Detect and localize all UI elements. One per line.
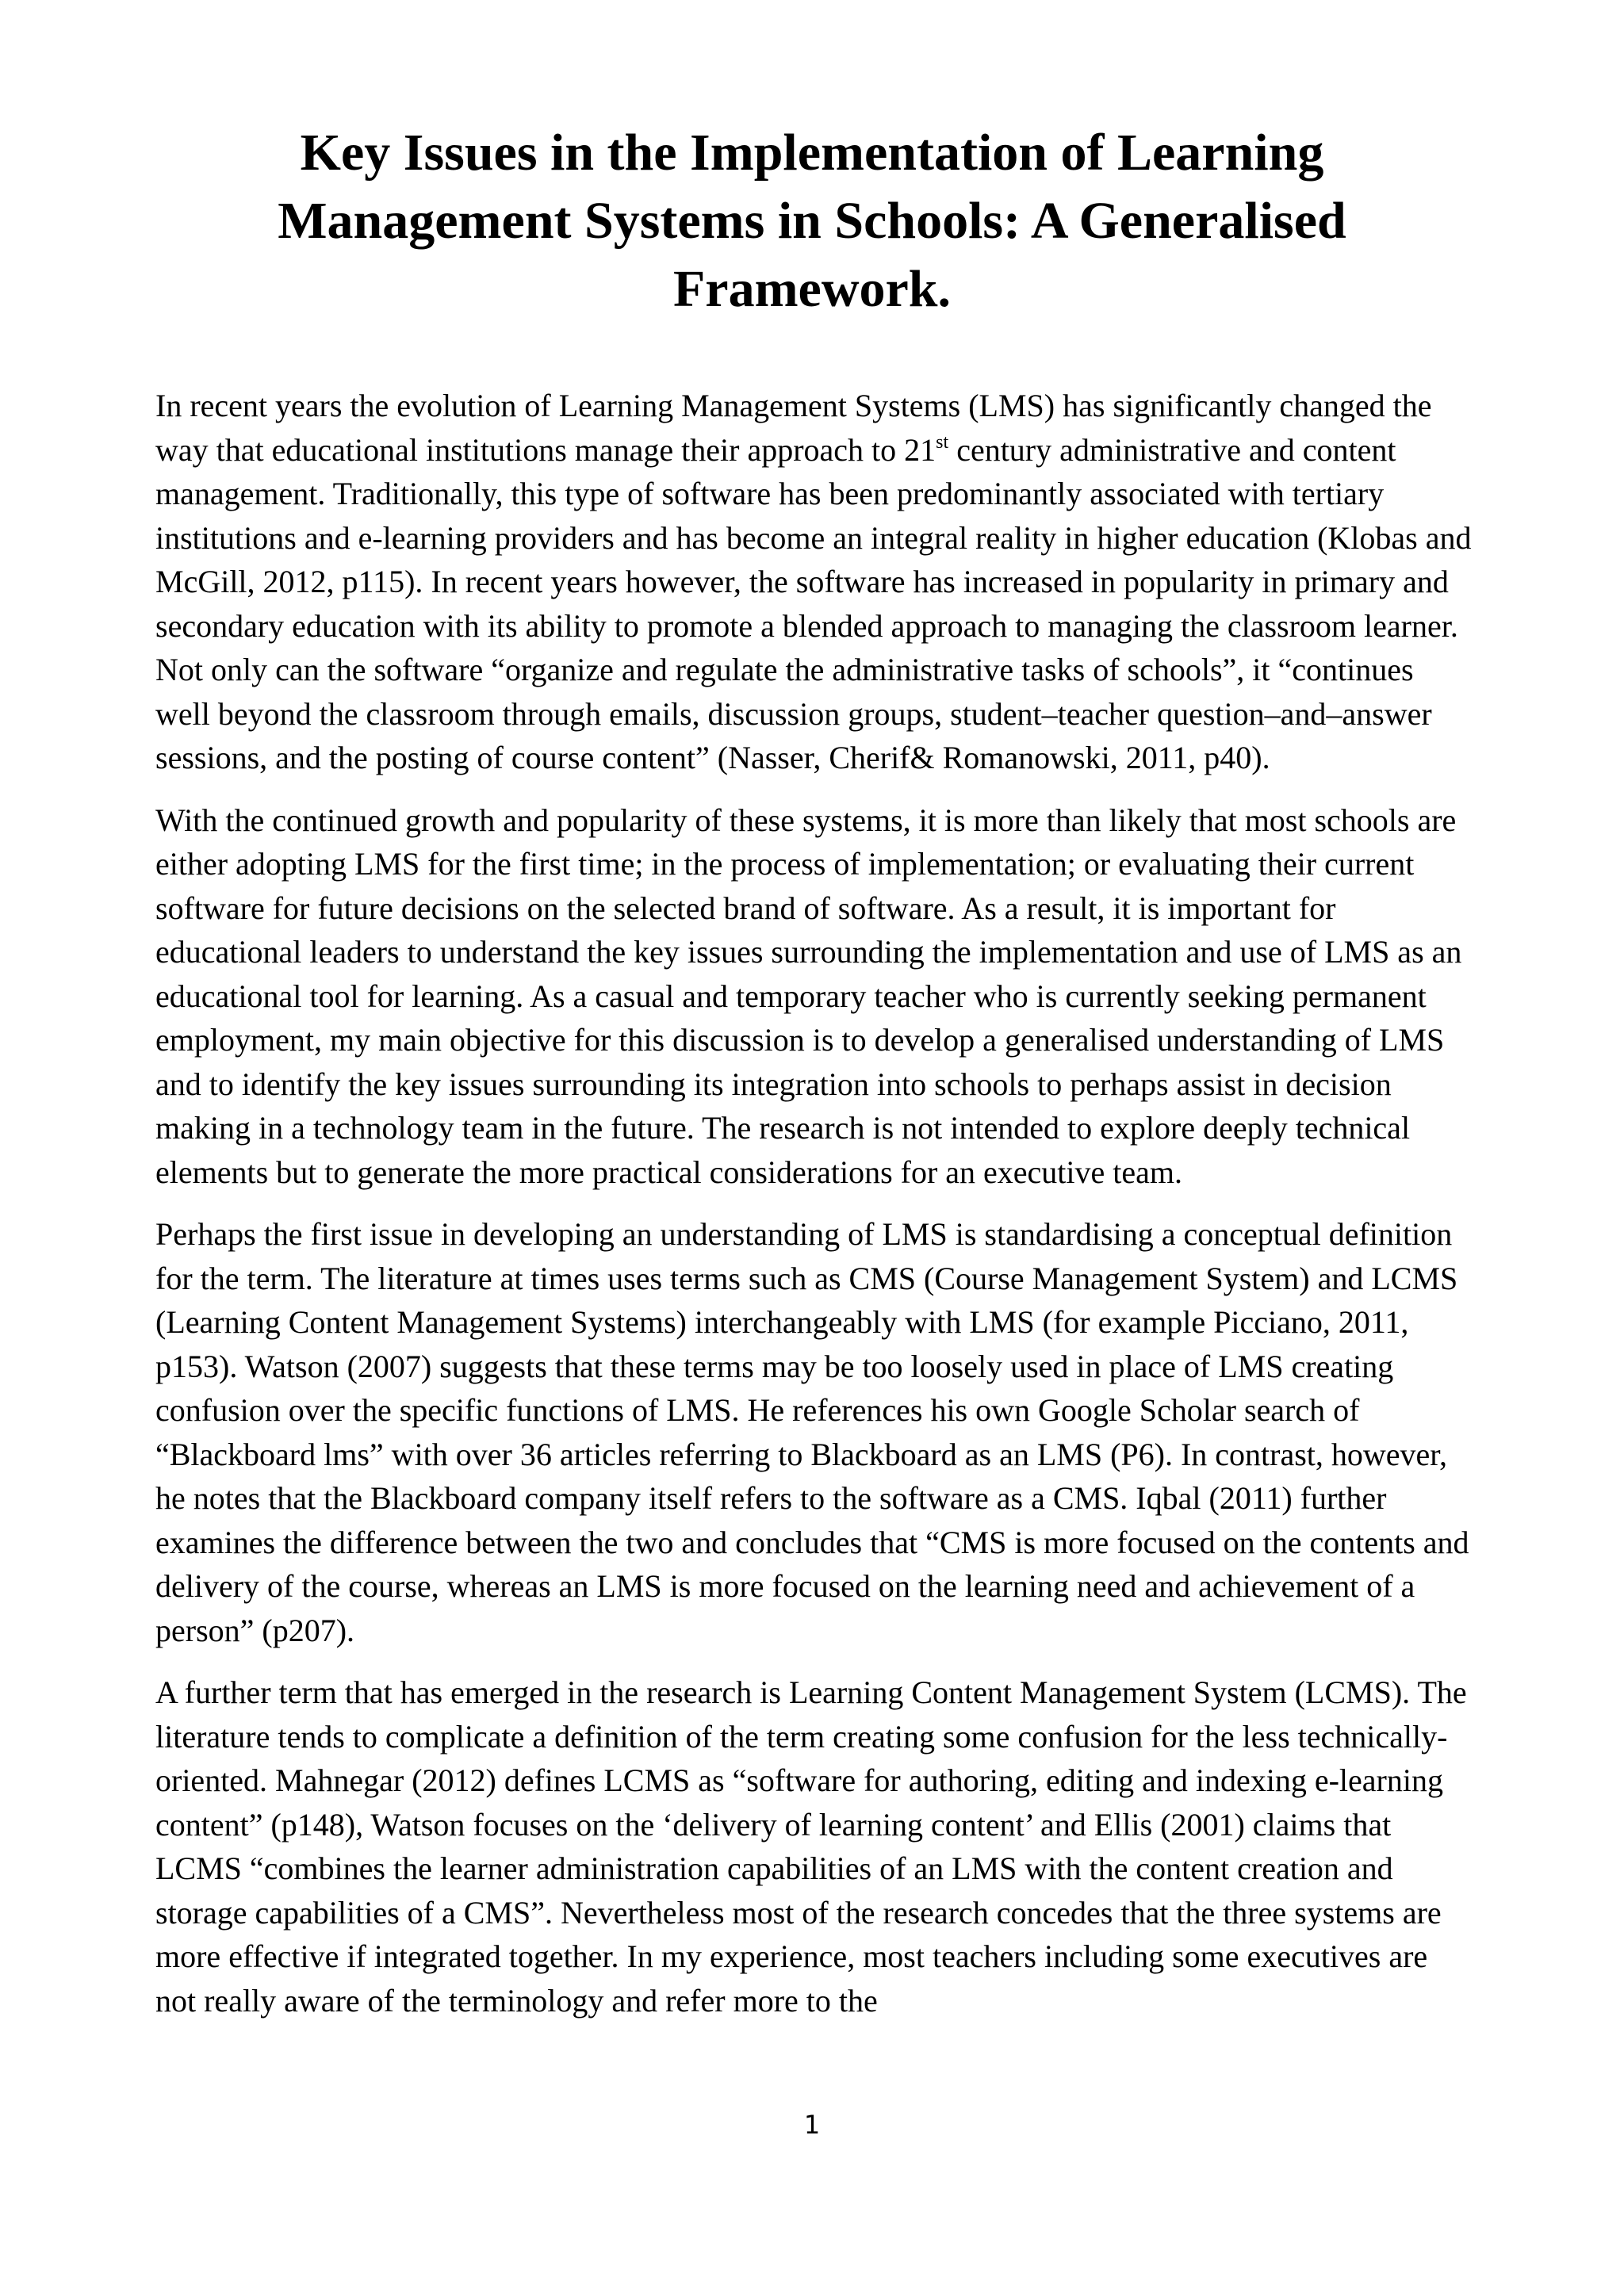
paragraph-1 <box>155 384 1473 780</box>
title-period: . <box>937 260 952 318</box>
paragraph-1-text-start: In recent years the evolution of Learning Management Systems (LMS) has significantly changed the way that educational institutions manage their approach to 21 <box>155 388 1432 468</box>
paragraph-2: With the continued growth and popularity of these systems, it is more than likely that most schools are either adopting LMS for the first time; in the process of implementation; or evaluating their current software for future decisions on the selected brand of software. As a result, it is important for educational leaders to understand the key issues surrounding the implementation and use of LMS as an educational tool for learning. As a casual and temporary teacher who is currently seeking permanent employment, my main objective for this discussion is to develop a generalised understanding of LMS and to identify the key issues surrounding its integration into schools to perhaps assist in decision making in a technology team in the future. The research is not intended to explore deeply technical elements but to generate the more practical considerations for an executive team. <box>155 802 1462 1190</box>
document-body <box>155 384 1473 2022</box>
ordinal-superscript: st <box>936 431 949 453</box>
paragraph-1-text-end: century administrative and content management. Traditionally, this type of software has been predominantly associated with tertiary institutions and e-learning providers and has become an integral reality in higher education (Klobas and McGill, 2012, p115). In recent years however, the software has increased in popularity in primary and secondary education with its ability to promote a blended approach to managing the classroom learner. Not only can the software “organize and regulate the administrative tasks of schools”, it “continues well beyond the classroom through emails, discussion groups, student–teacher question–and–answer sessions, and the posting of course content” (Nasser, Cherif& Romanowski, 2011, p40). <box>155 431 1472 775</box>
title-text: Key Issues in the Implementation of Learning Management Systems in Schools: A Generalised Framework <box>278 124 1346 318</box>
paragraph-3: Perhaps the first issue in developing an understanding of LMS is standardising a conceptual definition for the term. The literature at times uses terms such as CMS (Course Management System) and LCMS (Learning Content Management Systems) interchangeably with LMS (for example Picciano, 2011, p153). Watson (2007) suggests that these terms may be too loosely used in place of LMS creating confusion over the specific functions of LMS. He references his own Google Scholar search of “Blackboard lms” with over 36 articles referring to Blackboard as an LMS (P6). In contrast, however, he notes that the Blackboard company itself refers to the software as a CMS. Iqbal (2011) further examines the difference between the two and concludes that “CMS is more focused on the contents and delivery of the course, whereas an LMS is more focused on the learning need and achievement of a person” (p207). <box>155 1216 1469 1648</box>
paragraph-4: A further term that has emerged in the research is Learning Content Management System (LCMS). The literature tends to complicate a definition of the term creating some confusion for the less technically-oriented. Mahnegar (2012) defines LCMS as “software for authoring, editing and indexing e-learning content” (p148), Watson focuses on the ‘delivery of learning content’ and Ellis (2001) claims that LCMS “combines the learner administration capabilities of an LMS with the content creation and storage capabilities of a CMS”. Nevertheless most of the research concedes that the three systems are more effective if integrated together. In my experience, most teachers including some executives are not really aware of the terminology and refer more to the <box>155 1674 1467 2019</box>
document-title <box>155 119 1469 323</box>
page-number: 1 <box>803 2110 821 2140</box>
